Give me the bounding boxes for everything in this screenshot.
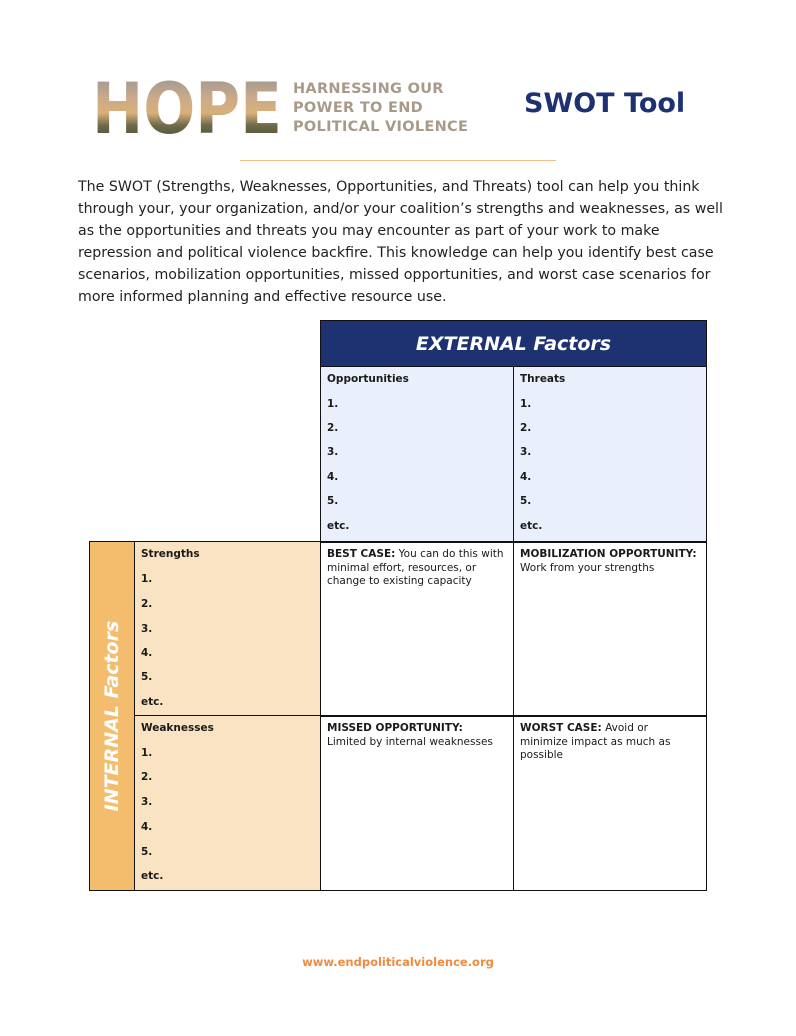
list-item: 3. [141,796,153,808]
list-item: 3. [327,446,339,458]
threats-cell [513,366,707,543]
weaknesses-cell [134,715,321,891]
mobilization-opportunity-label: MOBILIZATION OPPORTUNITY: [520,548,697,560]
mobilization-opportunity-cell [513,541,707,717]
opportunities-heading: Opportunities [327,373,409,385]
footer-website-link[interactable]: www.endpoliticalviolence.org [302,955,494,969]
opportunities-cell [320,366,514,543]
hope-logo [92,68,282,150]
hope-logo-word: HOPE [92,68,282,150]
missed-opportunity-label: MISSED OPPORTUNITY: [327,722,463,734]
best-case-cell [320,541,514,717]
list-item: 2. [520,422,532,434]
list-item: etc. [520,520,543,532]
list-item: etc. [141,696,164,708]
list-item: 1. [327,398,339,410]
external-factors-header [320,320,707,367]
list-item: 4. [327,471,339,483]
worst-case-description: Avoid or minimize impact as much as possible [520,722,671,761]
page-title: SWOT Tool [524,88,686,119]
tagline-line-2: POWER TO END [293,100,424,116]
threats-heading: Threats [520,373,566,385]
external-factors-label: EXTERNAL Factors [415,332,612,355]
list-item: etc. [327,520,350,532]
strengths-heading: Strengths [141,548,200,560]
missed-opportunity-description: Limited by internal weaknesses [327,735,493,748]
list-item: etc. [141,870,164,882]
list-item: 2. [327,422,339,434]
weaknesses-heading: Weaknesses [141,722,214,734]
list-item: 5. [141,671,153,683]
list-item: 2. [141,598,153,610]
list-item: 1. [141,747,153,759]
missed-opportunity-cell [320,715,514,891]
tagline [293,80,493,137]
list-item: 3. [141,623,153,635]
tagline-line-3: POLITICAL VIOLENCE [293,119,469,135]
list-item: 2. [141,771,153,783]
missed-opportunity-text [327,722,505,749]
tagline-line-1: HARNESSING OUR [293,81,444,97]
list-item: 4. [141,821,153,833]
mobilization-opportunity-description: Work from your strengths [520,561,655,574]
list-item: 4. [141,647,153,659]
header-divider [240,160,556,161]
list-item: 1. [141,573,153,585]
best-case-description: You can do this with minimal effort, resources, or change to existing capacity [327,548,504,587]
intro-paragraph: The SWOT (Strengths, Weaknesses, Opportunities, and Threats) tool can help you think through your, your organization, and/or your coalition’s strengths and weaknesses, as well as the opportunities and threats you may encounter as part of your work to make repression and political violence backfire. This knowledge can help you identify best case scenarios, mobilization opportunities, missed opportunities, and worst case scenarios for more informed planning and effective resource use. [78,179,723,305]
list-item: 5. [327,495,339,507]
list-item: 5. [141,846,153,858]
worst-case-text [520,722,698,763]
list-item: 1. [520,398,532,410]
worst-case-cell [513,715,707,891]
list-item: 5. [520,495,532,507]
mobilization-opportunity-text [520,548,698,575]
best-case-text [327,548,505,589]
list-item: 3. [520,446,532,458]
internal-factors-label: INTERNAL Factors [101,620,123,812]
list-item: 4. [520,471,532,483]
best-case-label: BEST CASE: [327,548,396,560]
internal-factors-header [89,541,135,891]
worst-case-label: WORST CASE: [520,722,602,734]
strengths-cell [134,541,321,717]
